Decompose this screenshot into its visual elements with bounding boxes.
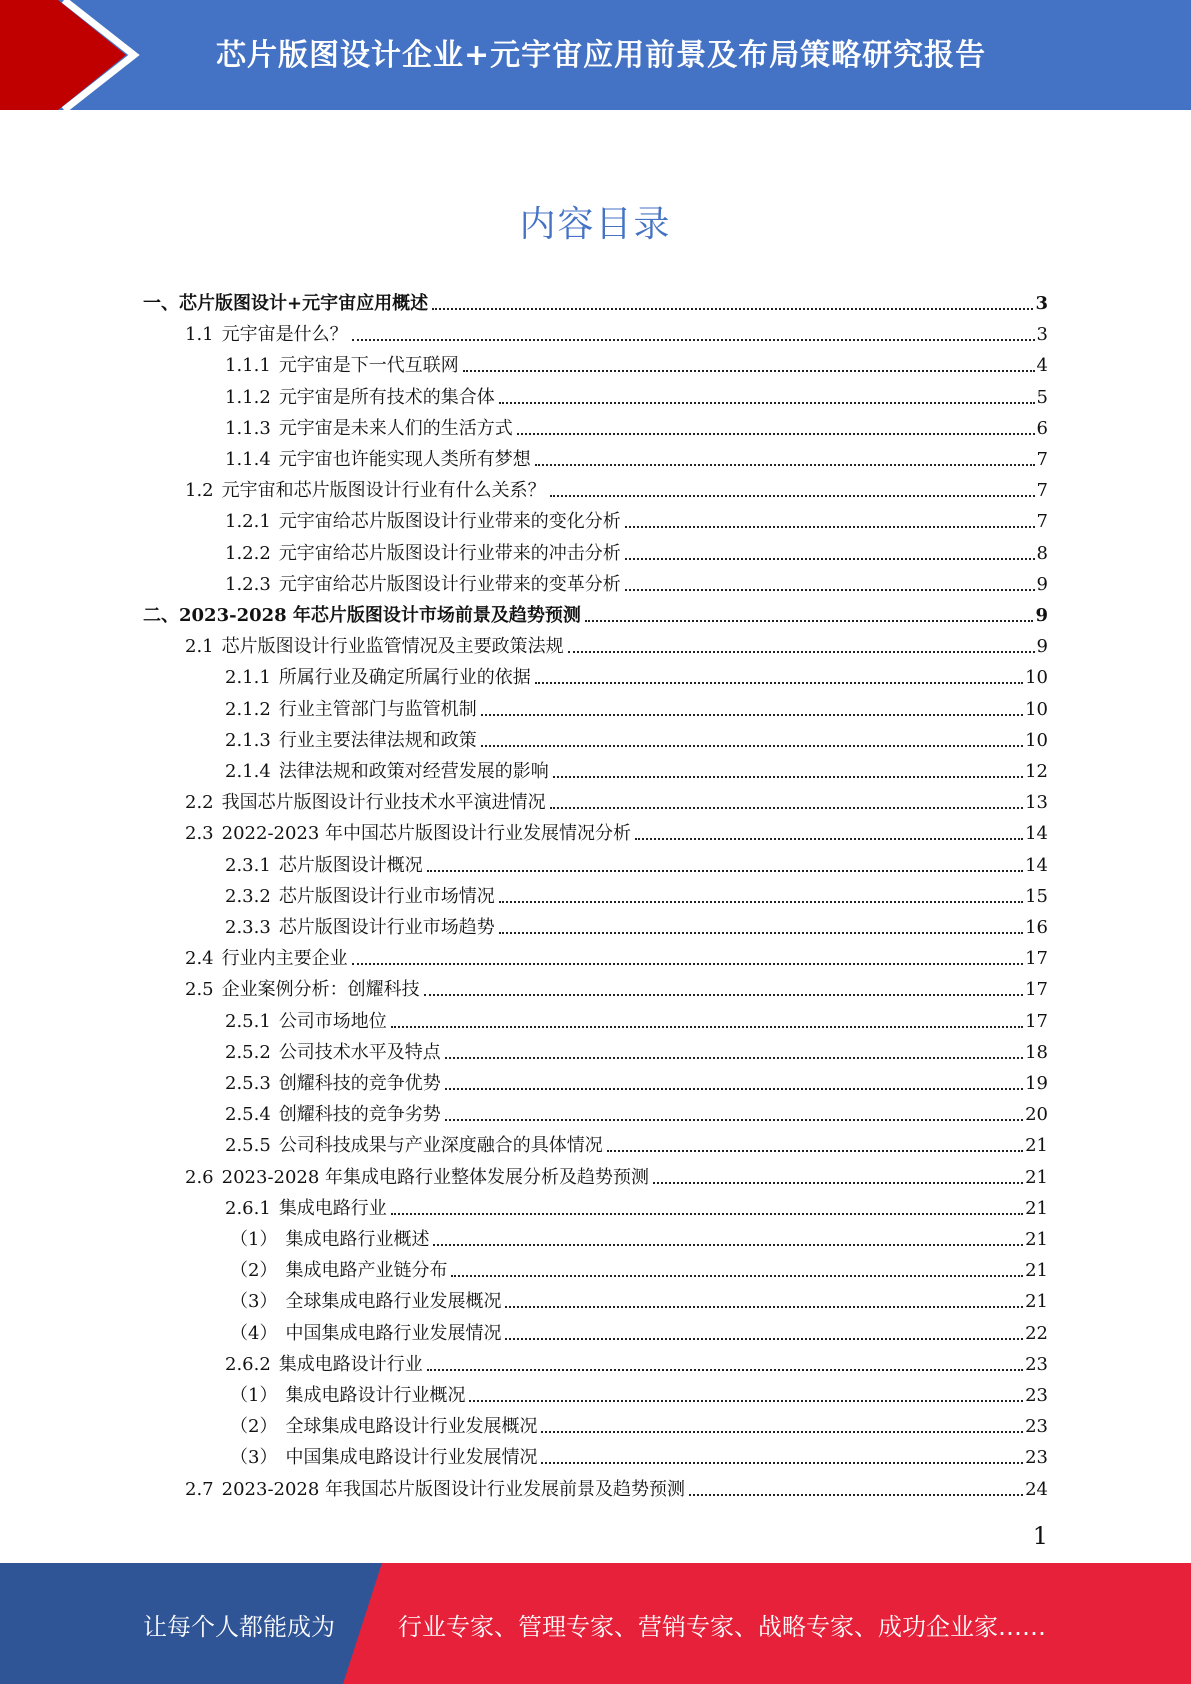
toc-entry[interactable] — [185, 814, 1048, 845]
toc-entry-page: 9 — [1036, 636, 1048, 658]
toc-entry[interactable] — [230, 1282, 1048, 1313]
toc-entry-number: 2.3.2 — [225, 885, 271, 907]
toc-entry-title: 所属行业及确定所属行业的依据 — [278, 667, 531, 689]
toc-entry-number: 1.2.3 — [225, 573, 271, 595]
toc-entry-page: 18 — [1025, 1041, 1048, 1063]
toc-entry[interactable] — [185, 315, 1048, 346]
toc-dot-leader — [481, 714, 1023, 716]
toc-entry[interactable] — [185, 939, 1048, 970]
toc-entry-page: 8 — [1036, 542, 1048, 564]
header-banner — [0, 0, 1191, 110]
toc-dot-leader — [445, 1057, 1023, 1059]
toc-entry-number: 1.1 — [185, 324, 214, 346]
toc-entry-page: 10 — [1025, 698, 1048, 720]
toc-dot-leader — [391, 1026, 1023, 1028]
toc-entry-title: 公司科技成果与产业深度融合的具体情况 — [278, 1135, 603, 1157]
toc-dot-leader — [391, 1213, 1023, 1215]
toc-dot-leader — [625, 558, 1035, 560]
toc-entry-page: 24 — [1025, 1478, 1048, 1500]
toc-dot-leader — [535, 682, 1023, 684]
toc-entry-title: 创耀科技的竞争优势 — [278, 1073, 441, 1094]
toc-dot-leader — [427, 1369, 1023, 1371]
toc-entry-number: 2.6 — [185, 1166, 214, 1188]
toc-entry-number: 2.5.5 — [225, 1135, 271, 1157]
report-title: 芯片版图设计企业+元宇宙应用前景及布局策略研究报告 — [216, 38, 987, 73]
toc-entry[interactable] — [225, 565, 1048, 596]
toc-dot-leader — [541, 1431, 1023, 1433]
toc-entry-title: 2023-2028 年芯片版图设计市场前景及趋势预测 — [179, 605, 581, 626]
toc-dot-leader — [505, 1306, 1023, 1308]
toc-heading: 内容目录 — [519, 204, 672, 245]
toc-entry-page: 21 — [1025, 1260, 1048, 1282]
toc-entry-page: 14 — [1025, 823, 1048, 845]
toc-entry-number: 1.1.2 — [225, 386, 271, 408]
toc-dot-leader — [424, 994, 1023, 996]
toc-entry-number: 2.3.1 — [225, 854, 271, 876]
toc-entry-page: 10 — [1025, 667, 1048, 689]
toc-entry-page: 23 — [1025, 1447, 1048, 1469]
toc-entry[interactable] — [225, 846, 1048, 877]
toc-entry-title: 集成电路产业链分布 — [285, 1260, 448, 1282]
toc-entry-page: 7 — [1036, 511, 1048, 533]
toc-entry-page: 6 — [1036, 417, 1048, 439]
toc-entry[interactable] — [185, 970, 1048, 1001]
toc-entry-title: 芯片版图设计概况 — [278, 854, 423, 876]
toc-dot-leader — [499, 402, 1035, 404]
toc-dot-leader — [625, 589, 1035, 591]
toc-entry-title: 行业主要法律法规和政策 — [278, 729, 477, 751]
toc-entry-title: 集成电路行业 — [278, 1197, 387, 1219]
toc-entry-number: 2.5.4 — [225, 1104, 271, 1126]
toc-dot-leader — [451, 1275, 1023, 1277]
toc-entry-title: 全球集成电路设计行业发展概况 — [285, 1416, 538, 1438]
toc-dot-leader — [469, 1400, 1023, 1402]
toc-entry-number: 2.1.3 — [225, 729, 271, 751]
toc-entry-page: 21 — [1025, 1291, 1048, 1313]
toc-entry-page: 16 — [1025, 917, 1048, 938]
toc-entry-title: 创耀科技的竞争劣势 — [278, 1104, 441, 1126]
toc-entry-number: （1） — [230, 1385, 278, 1406]
toc-dot-leader — [568, 651, 1035, 653]
toc-entry[interactable] — [225, 440, 1048, 471]
toc-entry-number: 1.1.3 — [225, 417, 271, 439]
toc-entry-page: 4 — [1036, 355, 1048, 377]
toc-dot-leader — [635, 838, 1023, 840]
toc-entry-page: 19 — [1025, 1073, 1048, 1094]
toc-entry[interactable] — [225, 534, 1048, 565]
toc-entry-number: 2.5.1 — [225, 1010, 271, 1032]
toc-entry-page: 5 — [1036, 386, 1048, 408]
toc-entry-title: 2023-2028 年集成电路行业整体发展分析及趋势预测 — [221, 1166, 650, 1188]
toc-entry-number: 2.1 — [185, 636, 214, 658]
toc-dot-leader — [550, 807, 1023, 809]
toc-entry[interactable] — [230, 1376, 1048, 1407]
toc-dot-leader — [463, 370, 1035, 372]
toc-entry[interactable] — [225, 378, 1048, 409]
toc-entry-page: 20 — [1025, 1104, 1048, 1126]
toc-entry[interactable] — [225, 908, 1048, 939]
toc-entry-page: 23 — [1025, 1416, 1048, 1438]
toc-entry-number: 2.7 — [185, 1478, 214, 1500]
toc-dot-leader — [625, 526, 1035, 528]
toc-entry-title: 元宇宙是未来人们的生活方式 — [278, 417, 513, 439]
toc-entry-page: 10 — [1025, 729, 1048, 751]
toc-entry[interactable] — [143, 284, 1048, 315]
toc-entry-page: 17 — [1025, 1010, 1048, 1032]
toc-entry[interactable] — [225, 1095, 1048, 1126]
footer-banner — [0, 1563, 1191, 1684]
toc-entry-number: 2.2 — [185, 792, 214, 814]
toc-entry-page: 9 — [1036, 573, 1048, 595]
toc-entry-title: 元宇宙也许能实现人类所有梦想 — [278, 449, 531, 470]
toc-entry-page: 21 — [1025, 1197, 1048, 1219]
toc-dot-leader — [499, 932, 1023, 934]
toc-entry-page: 3 — [1036, 324, 1048, 346]
toc-entry[interactable] — [225, 409, 1048, 440]
toc-entry-page: 17 — [1025, 979, 1048, 1001]
toc-dot-leader — [499, 901, 1023, 903]
toc-entry-number: （1） — [230, 1229, 278, 1250]
toc-entry[interactable] — [230, 1438, 1048, 1469]
toc-entry-title: 集成电路设计行业概况 — [285, 1385, 466, 1406]
toc-entry-page: 7 — [1036, 480, 1048, 502]
toc-entry-page: 13 — [1025, 792, 1048, 814]
toc-dot-leader — [689, 1494, 1023, 1496]
toc-entry-page: 21 — [1025, 1166, 1048, 1188]
toc-dot-leader — [505, 1338, 1023, 1340]
toc-entry-title: 芯片版图设计+元宇宙应用概述 — [179, 293, 429, 314]
toc-entry-title: 元宇宙是下一代互联网 — [278, 355, 459, 377]
toc-entry-number: 1.2 — [185, 480, 214, 502]
toc-entry[interactable] — [225, 658, 1048, 689]
toc-entry-title: 芯片版图设计行业市场情况 — [278, 885, 495, 907]
toc-entry[interactable] — [185, 1470, 1048, 1501]
toc-dot-leader — [352, 963, 1023, 965]
toc-entry-title: 集成电路行业概述 — [285, 1229, 430, 1250]
toc-entry-page: 9 — [1035, 605, 1048, 626]
toc-entry-number: （4） — [230, 1322, 278, 1344]
toc-entry[interactable] — [225, 721, 1048, 752]
toc-entry-page: 7 — [1036, 449, 1048, 470]
footer-slogan-left: 让每个人都能成为 — [143, 1613, 335, 1641]
toc-entry-page: 22 — [1025, 1322, 1048, 1344]
toc-entry[interactable] — [185, 783, 1048, 814]
toc-entry-number: 一、 — [143, 293, 179, 314]
toc-entry-number: 2.1.4 — [225, 761, 271, 782]
toc-entry-number: 2.6.2 — [225, 1353, 271, 1375]
toc-entry-page: 23 — [1025, 1353, 1048, 1375]
toc-entry[interactable] — [225, 346, 1048, 377]
toc-entry-title: 元宇宙给芯片版图设计行业带来的变化分析 — [278, 511, 621, 533]
toc-entry-title: 元宇宙给芯片版图设计行业带来的冲击分析 — [278, 542, 621, 564]
toc-dot-leader — [585, 620, 1034, 622]
toc-dot-leader — [445, 1088, 1023, 1090]
toc-entry-number: 1.2.1 — [225, 511, 271, 533]
toc-entry-number: 2.6.1 — [225, 1197, 271, 1219]
toc-entry[interactable] — [225, 1002, 1048, 1033]
toc-entry-title: 中国集成电路设计行业发展情况 — [285, 1447, 538, 1469]
toc-entry-title: 法律法规和政策对经营发展的影响 — [278, 761, 549, 782]
toc-entry-page: 14 — [1025, 854, 1048, 876]
toc-entry-title: 芯片版图设计行业监管情况及主要政策法规 — [221, 636, 564, 658]
toc-entry-number: 2.3.3 — [225, 917, 271, 938]
toc-dot-leader — [445, 1119, 1023, 1121]
toc-entry[interactable] — [230, 1220, 1048, 1251]
toc-entry[interactable] — [185, 1158, 1048, 1189]
toc-dot-leader — [550, 495, 1035, 497]
toc-entry[interactable] — [225, 877, 1048, 908]
toc-entry[interactable] — [185, 471, 1048, 502]
toc-entry[interactable] — [230, 1314, 1048, 1345]
toc-entry-title: 行业主管部门与监管机制 — [278, 698, 477, 720]
toc-dot-leader — [607, 1150, 1023, 1152]
toc-dot-leader — [541, 1462, 1023, 1464]
toc-entry-number: 2.5.3 — [225, 1073, 271, 1094]
toc-entry[interactable] — [225, 752, 1048, 783]
toc-entry-title: 元宇宙是所有技术的集合体 — [278, 386, 495, 408]
toc-dot-leader — [427, 870, 1023, 872]
toc-dot-leader — [433, 1244, 1023, 1246]
toc-entry-title: 公司技术水平及特点 — [278, 1041, 441, 1063]
toc-entry-page: 12 — [1025, 761, 1048, 782]
toc-entry-number: 二、 — [143, 605, 179, 626]
toc-entry[interactable] — [225, 690, 1048, 721]
toc-entry-title: 公司市场地位 — [278, 1010, 387, 1032]
toc-entry-title: 企业案例分析：创耀科技 — [221, 979, 420, 1001]
toc-entry[interactable] — [143, 596, 1048, 627]
toc-entry-number: 2.4 — [185, 948, 214, 970]
toc-entry-page: 21 — [1025, 1135, 1048, 1157]
toc-dot-leader — [535, 464, 1035, 466]
toc-entry-title: 2023-2028 年我国芯片版图设计行业发展前景及趋势预测 — [221, 1478, 686, 1500]
toc-entry-number: （3） — [230, 1291, 278, 1313]
toc-entry-title: 元宇宙是什么？ — [221, 324, 348, 346]
toc-entry[interactable] — [225, 1345, 1048, 1376]
toc-entry[interactable] — [185, 627, 1048, 658]
toc-entry-page: 15 — [1025, 885, 1048, 907]
toc-entry[interactable] — [225, 1126, 1048, 1157]
toc-entry-number: 2.1.1 — [225, 667, 271, 689]
toc-dot-leader — [553, 776, 1023, 778]
toc-entry-page: 17 — [1025, 948, 1048, 970]
toc-entry-number: 1.1.4 — [225, 449, 271, 470]
toc-dot-leader — [352, 339, 1035, 341]
toc-entry[interactable] — [225, 1064, 1048, 1095]
toc-entry-title: 行业内主要企业 — [221, 948, 348, 970]
toc-entry-number: 1.1.1 — [225, 355, 271, 377]
toc-entry[interactable] — [230, 1407, 1048, 1438]
toc-entry-title: 元宇宙和芯片版图设计行业有什么关系？ — [221, 480, 546, 502]
toc-entry-number: 2.1.2 — [225, 698, 271, 720]
toc-entry-number: 2.5.2 — [225, 1041, 271, 1063]
page-number: 1 — [1032, 1522, 1048, 1550]
toc-entry-title: 集成电路设计行业 — [278, 1353, 423, 1375]
toc-entry-number: （3） — [230, 1447, 278, 1469]
toc-entry[interactable] — [225, 502, 1048, 533]
toc-entry-title: 中国集成电路行业发展情况 — [285, 1322, 502, 1344]
toc-entry-title: 我国芯片版图设计行业技术水平演进情况 — [221, 792, 546, 814]
toc-dot-leader — [481, 745, 1023, 747]
toc-entry-number: 2.5 — [185, 979, 214, 1001]
toc-entry-number: 1.2.2 — [225, 542, 271, 564]
toc-entry-title: 2022-2023 年中国芯片版图设计行业发展情况分析 — [221, 823, 632, 845]
toc-dot-leader — [517, 433, 1035, 435]
toc-entry-page: 21 — [1025, 1229, 1048, 1250]
toc-entry-title: 元宇宙给芯片版图设计行业带来的变革分析 — [278, 573, 621, 595]
toc-entry-number: （2） — [230, 1416, 278, 1438]
toc-entry-number: 2.3 — [185, 823, 214, 845]
toc-dot-leader — [432, 308, 1033, 310]
toc-dot-leader — [653, 1182, 1023, 1184]
footer-slogan-right: 行业专家、管理专家、营销专家、战略专家、成功企业家…… — [398, 1613, 1046, 1641]
header-red-arrow-decoration — [0, 0, 150, 110]
toc-entry[interactable] — [225, 1189, 1048, 1220]
toc-entry-page: 3 — [1035, 293, 1048, 314]
toc-entry[interactable] — [225, 1033, 1048, 1064]
toc-entry-title: 芯片版图设计行业市场趋势 — [278, 917, 495, 938]
toc-entry-number: （2） — [230, 1260, 278, 1282]
toc-entry[interactable] — [230, 1251, 1048, 1282]
toc-entry-page: 23 — [1025, 1385, 1048, 1406]
toc-entry-title: 全球集成电路行业发展概况 — [285, 1291, 502, 1313]
